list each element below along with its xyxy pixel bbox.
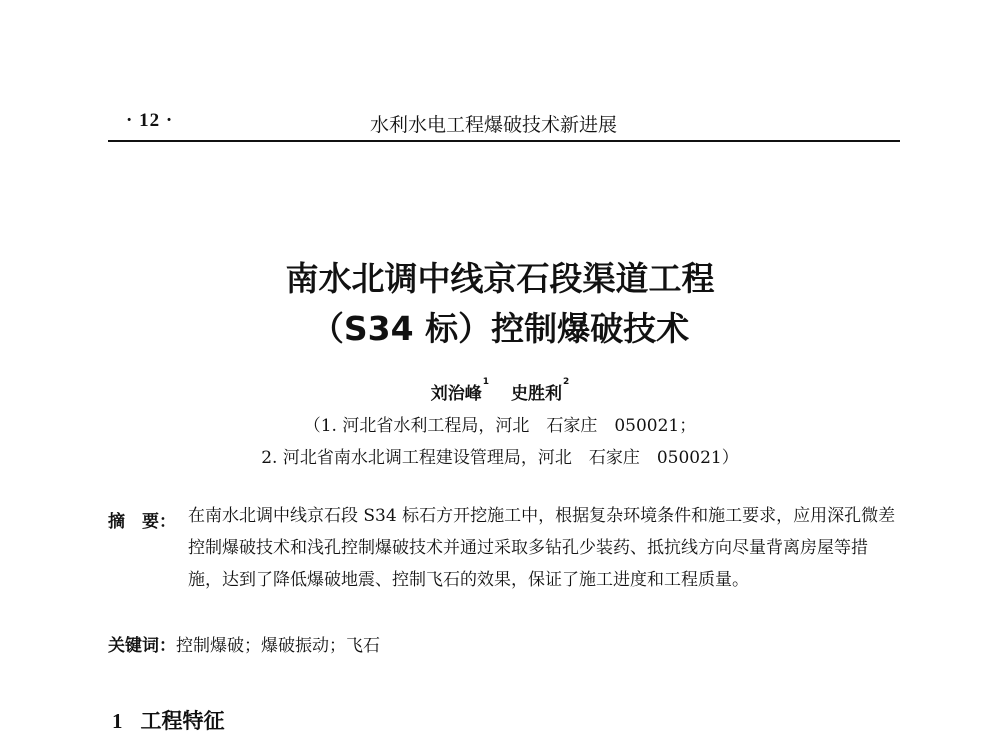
author-list: [150, 379, 850, 404]
affiliation-line-1: （1. 河北省水利工程局，河北 石家庄 050021；: [303, 416, 697, 436]
author-affiliation-mark: 1: [482, 377, 489, 387]
header-rule: [108, 140, 900, 142]
author-2: [511, 377, 570, 404]
author-name: 史胜利: [511, 384, 562, 404]
section-heading: [112, 705, 225, 735]
section-title: 工程特征: [140, 709, 225, 733]
running-header: [108, 106, 900, 144]
title-line-2: （S34 标）控制爆破技术: [310, 309, 690, 348]
author-1: [430, 377, 489, 404]
section-number: 1: [112, 709, 123, 733]
keywords-text: 控制爆破；爆破振动；飞石: [176, 636, 380, 656]
running-title: 水利水电工程爆破技术新进展: [370, 114, 618, 136]
affiliation-line-2: 2. 河北省南水北调工程建设管理局，河北 石家庄 050021）: [261, 448, 739, 468]
author-affiliation-mark: 2: [563, 377, 570, 387]
title-line-1: 南水北调中线京石段渠道工程: [285, 259, 715, 298]
keywords-label: 关键词：: [108, 636, 176, 656]
keywords: [108, 631, 900, 656]
paper-title: [150, 254, 850, 354]
abstract-text: 在南水北调中线京石段 S34 标石方开挖施工中，根据复杂环境条件和施工要求，应用深孔微差控制爆破技术和浅孔控制爆破技术并通过采取多钻孔少装药、抵抗线方向尽量背离房屋等措施，达到了降低爆破地震、控制飞石的效果，保证了施工进度和工程质量。: [188, 506, 896, 590]
author-name: 刘治峰: [430, 384, 482, 404]
abstract-label: 摘 要：: [108, 512, 176, 532]
page-number: · 12 ·: [126, 110, 174, 131]
